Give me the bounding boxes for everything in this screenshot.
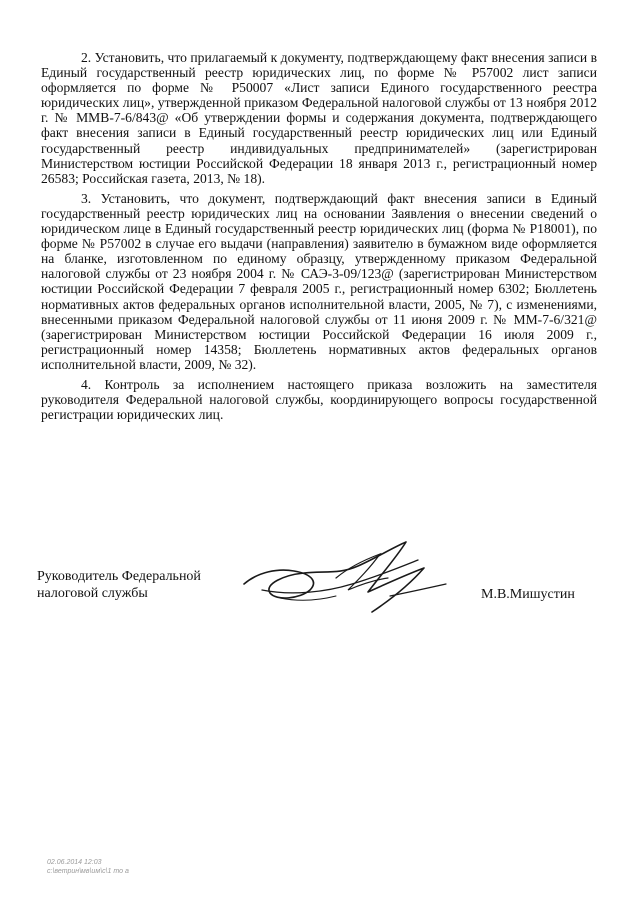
print-stamp <box>47 858 129 876</box>
paragraph-4: 4. Контроль за исполнением настоящего приказа возложить на заместителя руководителя Федеральной налоговой службы, координирующего вопросы государственной регистрации юридических лиц. <box>41 376 597 423</box>
signatory-title <box>37 568 201 602</box>
print-stamp-line2: с:\ветрин\мв\им\с\1 то а <box>47 868 129 875</box>
print-stamp-line1: 02.06.2014 12:03 <box>47 859 102 866</box>
handwritten-signature <box>240 538 450 623</box>
paragraph-3: 3. Установить, что документ, подтверждающий факт внесения записи в Единый государственный реестр юридических лиц на основании Заявления о внесении сведений о юридическом лице в Единый государственный реестр юридических лиц (форма № Р18001), по форме № Р57002 в случае его выдачи (направления) заявителю в бумажном виде оформляется на бланке, изготовленном по единому образцу, утвержденному приказом Федеральной налоговой службы от 23 ноября 2004 г. № САЭ-3-09/123@ (зарегистрирован Министерством юстиции Российской Федерации 7 февраля 2005 г., регистрационный номер 6302; Бюллетень нормативных актов федеральных органов исполнительной власти, 2005, № 7), с изменениями, внесенными приказом Федеральной налоговой службы от 11 июня 2009 г. № ММ-7-6/321@ (зарегистрирован Министерством юстиции Российской Федерации 16 июля 2009 г., регистрационный номер 14358; Бюллетень нормативных актов федеральных органов исполнительной власти, 2009, № 32). <box>41 190 597 372</box>
signatory-name: М.В.Мишустин <box>481 587 575 602</box>
signatory-title-line2: налоговой службы <box>37 586 148 601</box>
signatory-title-line1: Руководитель Федеральной <box>37 569 201 584</box>
paragraph-2: 2. Установить, что прилагаемый к документу, подтверждающему факт внесения записи в Единый государственный реестр юридических лиц, по форме № Р57002 лист записи оформляется по форме № Р50007 «Лист записи Единого государственного реестра юридических лиц», утвержденной приказом Федеральной налоговой службы от 13 ноября 2012 г. № ММВ-7-6/843@ «Об утверждении формы и содержания документа, подтверждающего факт внесения записи в Единый государственный реестр юридических лиц или Единый государственный реестр индивидуальных предпринимателей» (зарегистрирован Министерством юстиции Российской Федерации 18 января 2013 г., регистрационный номер 26583; Российская газета, 2013, № 18). <box>41 50 597 186</box>
document-body <box>41 50 597 427</box>
